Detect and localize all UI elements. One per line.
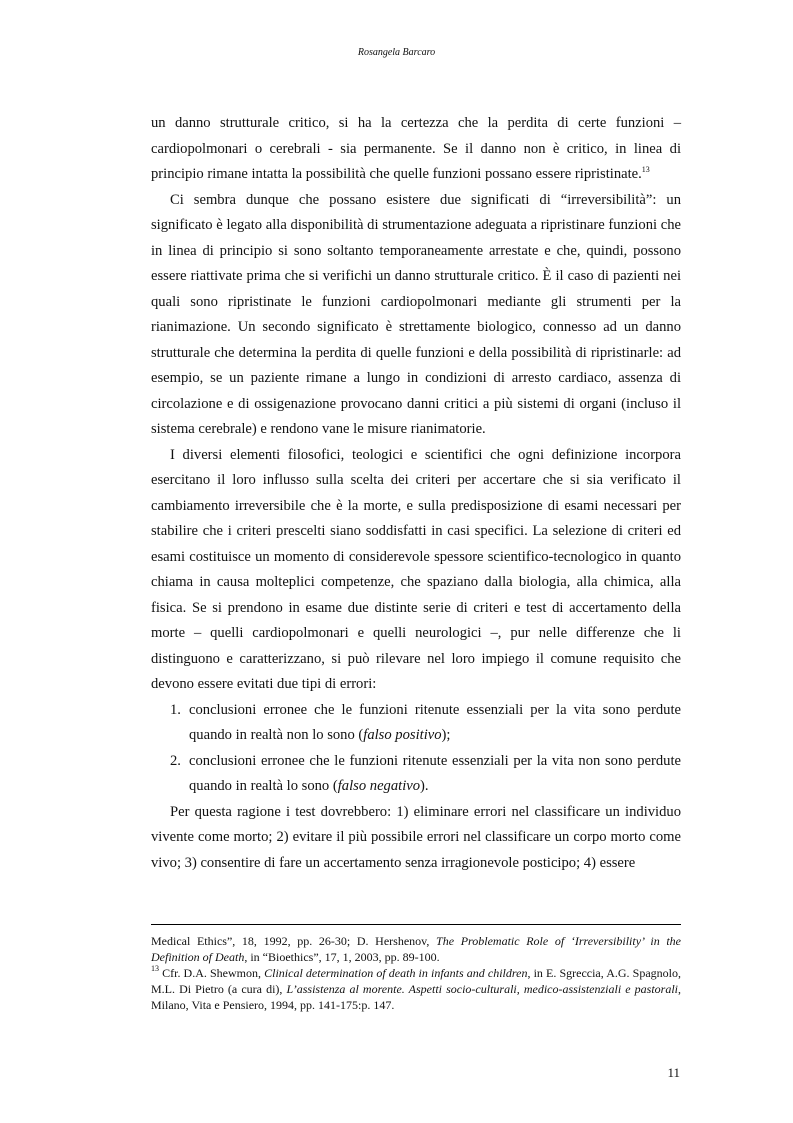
running-header: Rosangela Barcaro [357, 47, 436, 58]
footnotes [151, 933, 681, 1013]
paragraph-4: Per questa ragione i test dovrebbero: 1) eliminare errori nel classificare un individuo vivente come morto; 2) evitare il più possibile errori nel classificare un corpo morto come vivo; 3) consentire di fare un accertamento senza irragionevole posticipo; 4) essere [151, 803, 681, 871]
paragraph-2: Ci sembra dunque che possano esistere due significati di “irreversibilità”: un significato è legato alla disponibilità di strumentazione adeguata a ripristinare funzioni che in linea di principio si sono soltanto temporaneamente arrestate e che, quindi, possono essere riattivate prima che si verifichi un danno strutturale critico. È il caso di pazienti nei quali sono ripristinate le funzioni cardiopolmonari mediante gli strumenti per la rianimazione. Un secondo significato è strettamente biologico, connesso ad un danno strutturale che determina la perdita di quelle funzioni e della possibilità di ripristinarle: ad esempio, se un paziente rimane a lungo in condizioni di arresto cardiaco, assenza di circolazione e di ossigenazione provocano danni critici a più sistemi di organi (incluso il sistema cerebrale) e rendono vane le misure rianimatorie. [151, 191, 681, 437]
footnote-continuation: Medical Ethics”, 18, 1992, pp. 26-30; D. Hershenov, The Problematic Role of ‘Irreversibility’ in the Definition of Death, in “Bioethics”, 17, 1, 2003, pp. 89-100. [151, 934, 682, 964]
page-number: 11 [667, 1065, 680, 1080]
footnote-separator [151, 924, 681, 925]
footnote-ref-13: 13 [641, 165, 650, 174]
list-number: 2. [170, 752, 181, 769]
list-item: 1. conclusioni erronee che le funzioni ritenute essenziali per la vita sono perdute quando in realtà non lo sono (falso positivo); [151, 698, 681, 749]
list-item: 2. conclusioni erronee che le funzioni ritenute essenziali per la vita non sono perdute quando in realtà lo sono (falso negativo). [151, 749, 681, 800]
main-text [151, 111, 681, 876]
error-types-list [151, 698, 681, 800]
footnote-13: $^{13}$ Cfr. D.A. Shewmon, Clinical determination of death in infants and children, in E. Sgreccia, A.G. Spagnolo, M.L. Di Pietro (a cura di), L’assistenza al morente. Aspetti socio-culturali, medico-assistenziali e pastorali, Milano, Vita e Pensiero, 1994, pp. 141-175:p. 147. [151, 964, 681, 1012]
list-number: 1. [170, 701, 181, 718]
paragraph-3: I diversi elementi filosofici, teologici e scientifici che ogni definizione incorpora esercitano il loro influsso sulla scelta dei criteri per accertare che si sia verificato il cambiamento irreversibile che è la morte, e sulla predisposizione di esami necessari per stabilire che i criteri prescelti siano soddisfatti in casi specifici. La selezione di criteri ed esami costituisce un momento di considerevole spessore scientifico-tecnologico in quanto chiama in causa molteplici competenze, che spaziano dalla biologia, alla chimica, alla fisica. Se si prendono in esame due distinte serie di criteri e test di accertamento della morte – quelli cardiopolmonari e quelli neurologici –, pur nelle differenze che li distinguono e caratterizzano, si può rilevare nel loro impiego il comune requisito che devono essere evitati due tipi di errori: [151, 446, 681, 692]
paragraph-1: un danno strutturale critico, si ha la certezza che la perdita di certe funzioni – cardiopolmonari o cerebrali - sia permanente. Se il danno non è critico, in linea di principio rimane intatta la possibilità che quelle funzioni possano essere ripristinate.$^{13}$ [151, 115, 681, 182]
